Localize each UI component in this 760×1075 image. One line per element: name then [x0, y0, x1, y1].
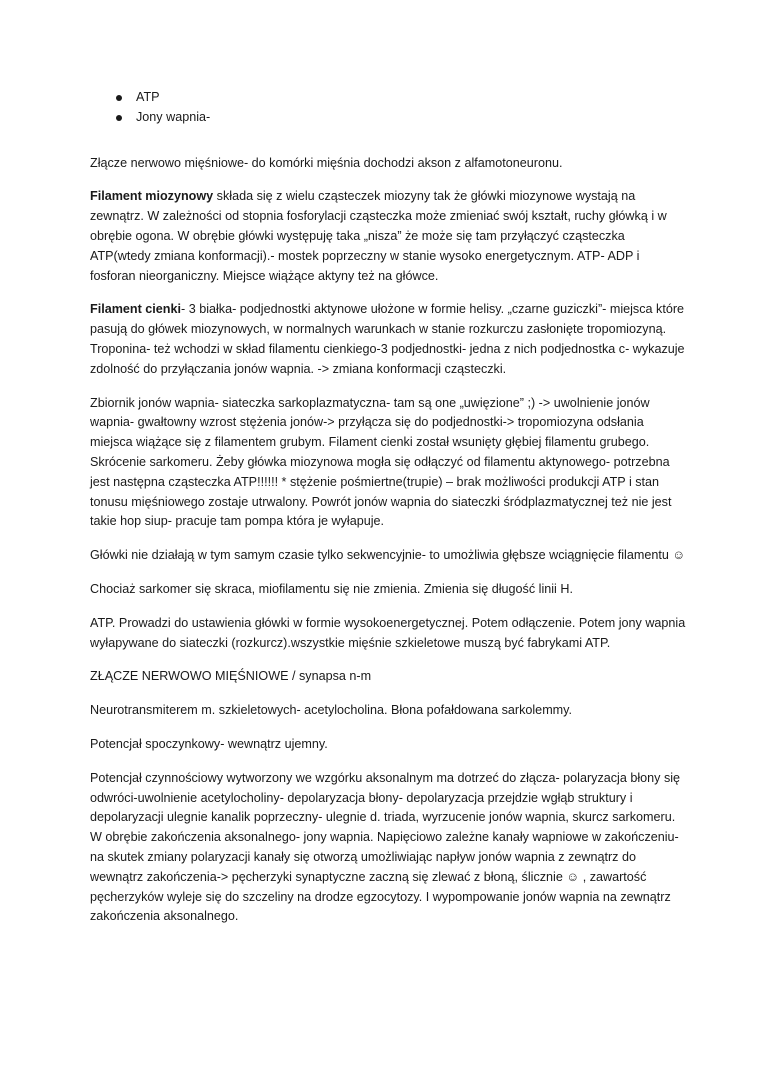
bullet-list: [90, 88, 684, 128]
bullet-dot-icon: [116, 115, 122, 121]
paragraph-thin-filament: [90, 300, 686, 379]
bullet-text: ATP: [136, 90, 160, 104]
bullet-item: [90, 108, 684, 128]
paragraph-nmj-intro: Złącze nerwowo mięśniowe- do komórki mięśnia dochodzi akson z alfamotoneuronu.: [90, 155, 563, 170]
paragraph-action-potential: Potencjał czynnościowy wytworzony we wzgórku aksonalnym ma dotrzeć do złącza- polaryzacja błony się odwróci-uwolnienie acetylocholiny- depolaryzacja błony- depolaryzacja przejdzie wgłąb struktury i depolaryzacji ulegnie kanalik poprzeczny- ulegnie d. triada, wyrzucenie jonów wapnia, skurcz sarkomeru. W obrębie zakończenia aksonalnego- jony wapnia. Napięciowo zależne kanały wapniowe w zakończeniu- na skutek zmiany polaryzacji kanały się otworzą umożliwiając napływ jonów wapnia z zewnątrz do wewnątrz zakończenia-> pęcherzyki synaptyczne zaczną się zlewać z błoną, ślicznie ☺ , zawartość pęcherzyków wyleje się do szczeliny na drodze egzocytozy. I wypompowanie jonów wapnia na zewnątrz zakończenia aksonalnego.: [90, 770, 681, 924]
paragraph-neurotransmitter: Neurotransmiterem m. szkieletowych- acetylocholina. Błona pofałdowana sarkolemmy.: [90, 703, 573, 718]
paragraph-calcium-store: Zbiornik jonów wapnia- siateczka sarkoplazmatyczna- tam są one „uwięzione” ;) -> uwolnienie jonów wapnia- gwałtowny wzrost stężenia jonów-> przyłącza się do podjednostki-> tropomiozyna odsłania miejsca wiążące się z filamentem grubym. Filament cienki został wsunięty głębiej filamentu grubego. Skrócenie sarkomeru. Żeby główka miozynowa mogła się odłączyć od filamentu aktynowego- potrzebna jest następna cząsteczka ATP!!!!!! * stężenie pośmiertne(trupie) – brak możliwości produkcji ATP i stan tonusu mięśniowego zostaje utrwalony. Powrót jonów wapnia do siateczki śródplazmatycznej też nie jest takie hop siup- pracuje tam pompa która je wyłapuje.: [90, 395, 672, 529]
paragraph-heads-sequential: Główki nie działają w tym samym czasie tylko sekwencyjnie- to umożliwia głębsze wciągnięcie filamentu ☺: [90, 548, 686, 563]
paragraph-resting-potential: Potencjał spoczynkowy- wewnątrz ujemny.: [90, 736, 328, 751]
term-thin-filament: Filament cienki: [90, 302, 181, 317]
bullet-text: Jony wapnia-: [136, 109, 211, 124]
paragraph-atp-role: ATP. Prowadzi do ustawienia główki w formie wysokoenergetycznej. Potem odłączenie. Potem jony wapnia wyłapywane do siateczki (rozkurcz).wszystkie mięśnie szkieletowe muszą być fabrykami ATP.: [90, 615, 686, 650]
section-heading-synapse: ZŁĄCZE NERWOWO MIĘŚNIOWE / synapsa n-m: [90, 669, 372, 684]
bullet-dot-icon: [116, 95, 122, 101]
paragraph-myosin-text: składa się z wielu cząsteczek miozyny tak że główki miozynowe wystają na zewnątrz. W zależności od stopnia fosforylacji cząsteczka może zmieniać swój kształt, ruchy główką i w obrębie ogona. W obrębie główki występuję taka „nisza” że może się tam przyłączyć cząsteczka ATP(wtedy zmiana konformacji).- mostek poprzeczny w stanie wysoko energetycznym. ATP- ADP i fosforan nieorganiczny. Miejsce wiążące aktyny też na główce.: [90, 189, 667, 283]
paragraph-myosin-filament: [90, 187, 686, 286]
paragraph-sarcomere-shortening: Chociaż sarkomer się skraca, miofilamentu się nie zmienia. Zmienia się długość linii H.: [90, 581, 573, 596]
paragraph-thin-text: - 3 białka- podjednostki aktynowe ułożone w formie helisy. „czarne guziczki”- miejsca które pasują do główek miozynowych, w normalnych warunkach w stanie rozkurczu zasłonięte tropomiozyną. Troponina- też wchodzi w skład filamentu cienkiego-3 podjednostki- jedna z nich podjednostka c- wykazuje zdolność do przyłączania jonów wapnia. -> zmiana konformacji cząsteczki.: [90, 302, 685, 376]
term-myosin-filament: Filament miozynowy: [90, 189, 214, 204]
bullet-item: [90, 88, 684, 108]
